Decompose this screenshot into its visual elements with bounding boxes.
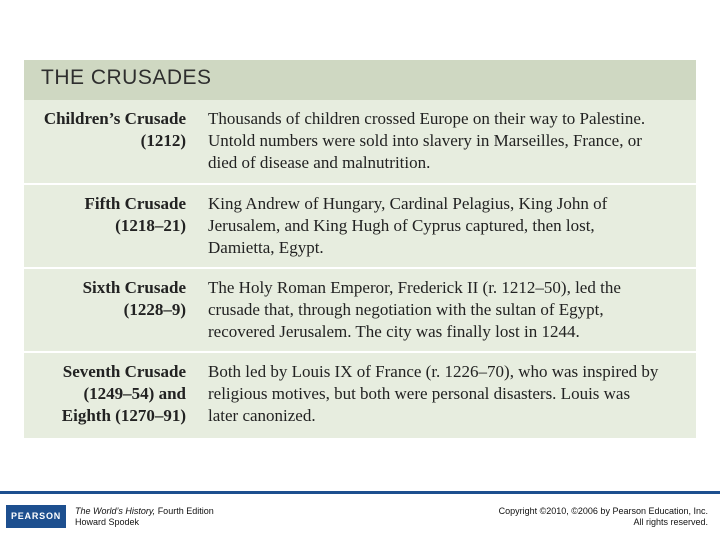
crusade-description: [208, 108, 686, 174]
book-title: The World’s History,: [75, 506, 156, 516]
row-divider: [24, 267, 696, 269]
description-line: Both led by Louis IX of France (r. 1226–70), who was inspired by: [208, 362, 659, 381]
crusade-name: [24, 108, 186, 152]
crusade-years: (1218–21): [115, 216, 186, 235]
description-line: Damietta, Egypt.: [208, 238, 324, 257]
book-edition: Fourth Edition: [155, 506, 214, 516]
crusade-title: Children’s Crusade: [43, 109, 186, 128]
crusade-years-second: Eighth (1270–91): [61, 406, 186, 425]
description-line: crusade that, through negotiation with the sultan of Egypt,: [208, 300, 604, 319]
crusade-name: [24, 277, 186, 321]
description-line: recovered Jerusalem. The city was finally lost in 1244.: [208, 322, 580, 341]
description-line: Thousands of children crossed Europe on their way to Palestine.: [208, 109, 646, 128]
copyright-text: Copyright ©2010, ©2006 by Pearson Education, Inc.: [498, 506, 708, 516]
book-author: Howard Spodek: [75, 517, 140, 527]
description-line: Jerusalem, and King Hugh of Cyprus captured, then lost,: [208, 216, 595, 235]
footer-book-info: [75, 506, 214, 528]
description-line: died of disease and malnutrition.: [208, 153, 431, 172]
table-title-bar: [24, 60, 696, 100]
crusade-title: Seventh Crusade: [62, 362, 186, 381]
description-line: religious motives, but both were personal disasters. Louis was: [208, 384, 631, 403]
description-line: The Holy Roman Emperor, Frederick II (r. 1212–50), led the: [208, 278, 621, 297]
crusade-name: [24, 361, 186, 427]
crusade-name: [24, 193, 186, 237]
crusade-title: Fifth Crusade: [84, 194, 186, 213]
description-line: later canonized.: [208, 406, 316, 425]
crusade-years: (1212): [140, 131, 186, 150]
crusades-table: [24, 60, 696, 438]
crusade-description: [208, 193, 686, 259]
pearson-logo: PEARSON: [6, 505, 66, 528]
description-line: King Andrew of Hungary, Cardinal Pelagius, King John of: [208, 194, 608, 213]
crusade-title: Sixth Crusade: [82, 278, 186, 297]
crusade-description: [208, 361, 686, 427]
table-title: THE CRUSADES: [41, 66, 212, 89]
footer-divider: [0, 491, 720, 494]
footer-copyright: [499, 506, 708, 528]
description-line: Untold numbers were sold into slavery in Marseilles, France, or: [208, 131, 642, 150]
rights-text: All rights reserved.: [633, 517, 708, 527]
row-divider: [24, 183, 696, 185]
crusade-description: [208, 277, 686, 343]
row-divider: [24, 351, 696, 353]
crusade-years: (1249–54) and: [83, 384, 186, 403]
crusade-years: (1228–9): [123, 300, 186, 319]
